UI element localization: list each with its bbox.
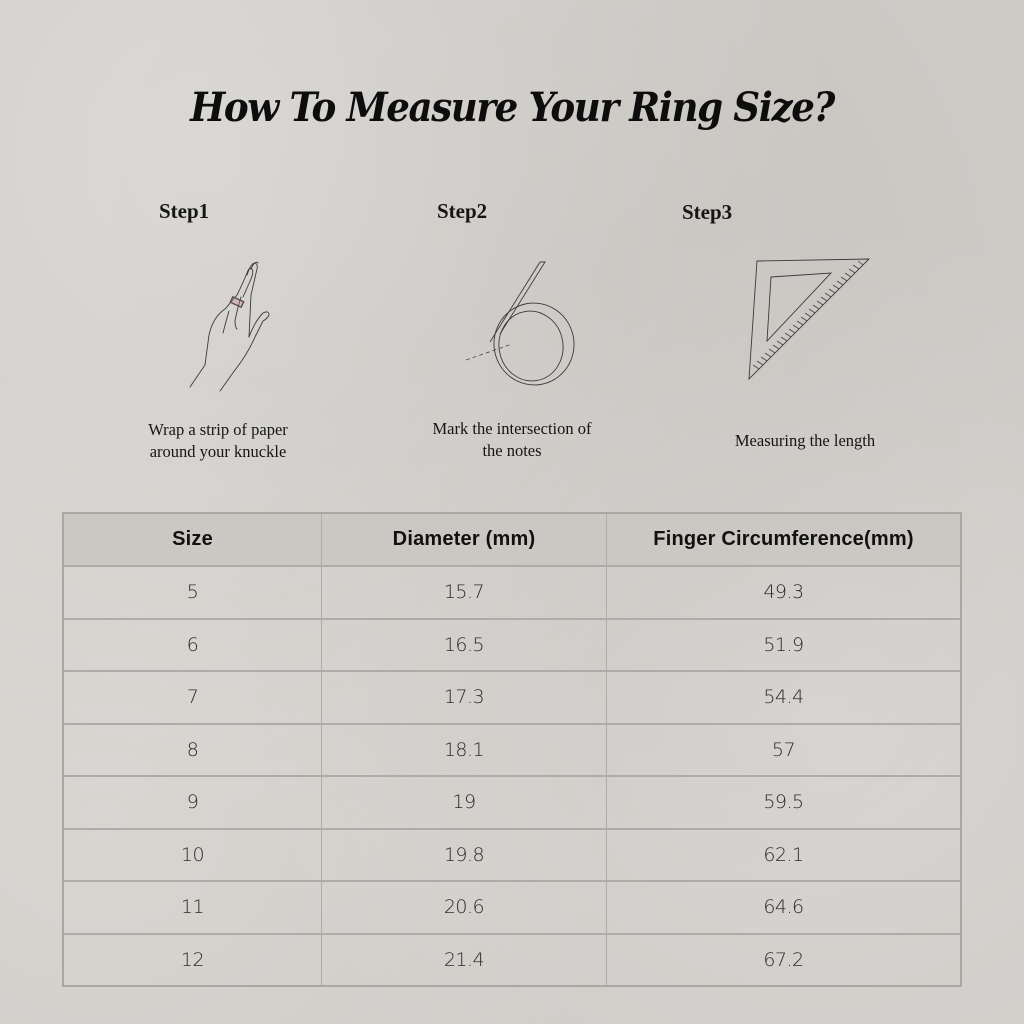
size-cell: 7 — [186, 686, 199, 709]
step2-description-line1: Mark the intersection of — [432, 419, 592, 438]
table-row — [64, 618, 960, 671]
step1-label: Step1 — [159, 199, 210, 223]
step2-label: Step2 — [437, 199, 488, 223]
circumference-cell: 64.6 — [606, 882, 960, 933]
header-diameter: Diameter (mm) — [321, 514, 606, 565]
table-row — [64, 670, 960, 723]
table-row — [64, 828, 960, 881]
page-title: How To Measure Your Ring Size? — [190, 84, 834, 131]
step2-description — [382, 418, 642, 462]
diameter-cell: 17.3 — [321, 672, 606, 723]
size-cell: 6 — [186, 633, 199, 656]
hand-with-ring-icon — [185, 255, 275, 395]
diameter-cell: 19.8 — [321, 830, 606, 881]
size-cell: 12 — [180, 948, 205, 971]
set-square-ruler-icon — [745, 255, 875, 385]
circumference-cell: 51.9 — [606, 620, 960, 671]
ring-size-table — [62, 512, 962, 987]
size-cell: 5 — [186, 581, 199, 604]
table-header-row — [64, 514, 960, 565]
diameter-cell: 21.4 — [321, 935, 606, 986]
circumference-cell: 49.3 — [606, 567, 960, 618]
table-row — [64, 723, 960, 776]
size-cell: 10 — [180, 843, 205, 866]
step3-description — [675, 430, 935, 452]
step1-description-line1: Wrap a strip of paper — [148, 420, 288, 439]
diameter-cell: 16.5 — [321, 620, 606, 671]
circumference-cell: 54.4 — [606, 672, 960, 723]
paper-strip-loop-icon — [462, 258, 582, 398]
step2-description-line2: the notes — [482, 441, 542, 460]
size-cell: 8 — [186, 738, 199, 761]
diameter-cell: 20.6 — [321, 882, 606, 933]
table-row — [64, 775, 960, 828]
header-circumference: Finger Circumference(mm) — [606, 514, 960, 565]
header-size: Size — [172, 528, 213, 550]
diameter-cell: 15.7 — [321, 567, 606, 618]
step3-description-line1: Measuring the length — [734, 431, 876, 450]
step1-description — [88, 419, 348, 463]
table-row — [64, 933, 960, 986]
step3-label: Step3 — [682, 200, 733, 224]
circumference-cell: 59.5 — [606, 777, 960, 828]
circumference-cell: 67.2 — [606, 935, 960, 986]
circumference-cell: 62.1 — [606, 830, 960, 881]
diameter-cell: 19 — [321, 777, 606, 828]
size-cell: 11 — [180, 896, 205, 919]
step1-description-line2: around your knuckle — [149, 442, 287, 461]
diameter-cell: 18.1 — [321, 725, 606, 776]
table-row — [64, 565, 960, 618]
size-cell: 9 — [186, 791, 199, 814]
table-row — [64, 880, 960, 933]
circumference-cell: 57 — [606, 725, 960, 776]
